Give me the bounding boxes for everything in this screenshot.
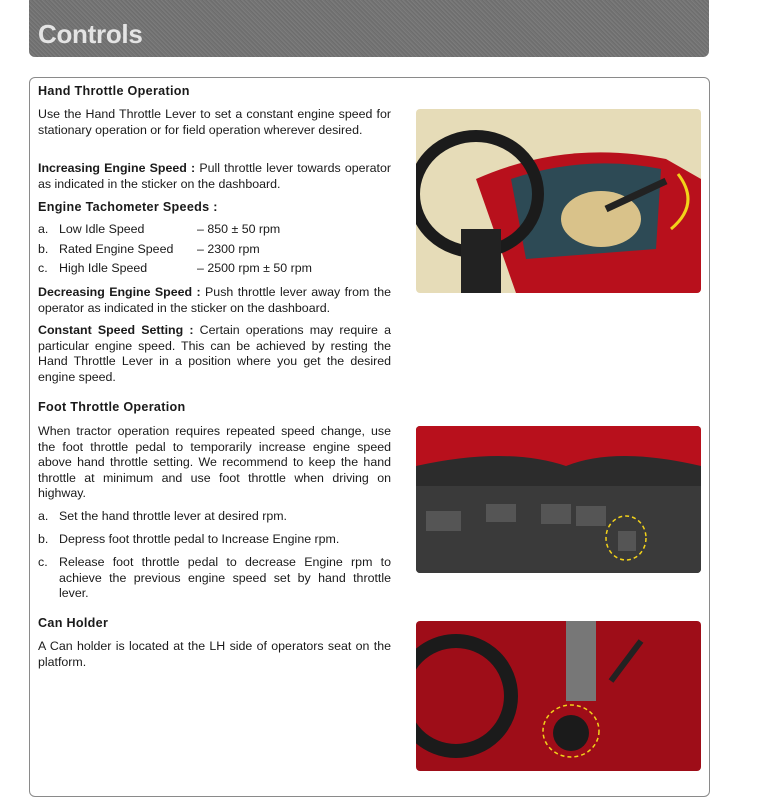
speed-name: Low Idle Speed [59, 222, 145, 236]
marker: a. [38, 509, 49, 523]
speed-name: High Idle Speed [59, 261, 148, 276]
hand-throttle-heading: Hand Throttle Operation [38, 84, 190, 98]
can-holder-text: A Can holder is located at the LH side of operators seat on the platform. [38, 639, 391, 669]
step-item [38, 509, 391, 525]
speed-item [38, 261, 391, 277]
marker: b. [38, 241, 49, 256]
speed-item [38, 222, 391, 242]
can-holder-photo [416, 621, 701, 771]
marker: c. [38, 555, 48, 569]
hand-throttle-intro: Use the Hand Throttle Lever to set a constant engine speed for stationary operation or for field operation wherever desired. [38, 107, 391, 137]
hand-throttle-photo [416, 109, 701, 293]
step-item [38, 532, 391, 548]
tacho-heading: Engine Tachometer Speeds : [38, 200, 218, 214]
decreasing-text: Push throttle lever away from the operator as indicated in the sticker on the dashboard. [38, 285, 391, 315]
constant-label: Constant Speed Setting : [38, 323, 194, 337]
constant-speed-paragraph [38, 323, 391, 385]
step-text: Set the hand throttle lever at desired rpm. [59, 509, 287, 523]
speed-name: Rated Engine Speed [59, 241, 174, 256]
marker: b. [38, 532, 49, 546]
increasing-speed-paragraph [38, 161, 391, 192]
foot-throttle-photo [416, 426, 701, 573]
step-text: Depress foot throttle pedal to Increase Engine rpm. [59, 532, 340, 546]
constant-text: Certain operations may require a particular engine speed. This can be achieved by resting the Hand Throttle Lever in a position where you get the desired engine speed. [38, 323, 391, 384]
speed-value: – 850 ± 50 rpm [197, 222, 281, 236]
can-holder-heading: Can Holder [38, 616, 109, 630]
marker: a. [38, 222, 49, 236]
increasing-label: Increasing Engine Speed : [38, 161, 196, 175]
speed-value: – 2500 rpm ± 50 rpm [197, 261, 312, 276]
decreasing-speed-paragraph [38, 285, 391, 316]
step-text: Release foot throttle pedal to decrease Engine rpm to achieve the previous engine speed set by hand throttle lever. [59, 555, 391, 601]
section-header [29, 0, 709, 57]
page-title: Controls [38, 19, 143, 49]
marker: c. [38, 261, 48, 276]
foot-throttle-heading: Foot Throttle Operation [38, 400, 186, 414]
decreasing-label: Decreasing Engine Speed : [38, 285, 201, 299]
foot-throttle-intro: When tractor operation requires repeated speed change, use the foot throttle pedal to temporarily increase engine speed above hand throttle setting. We recommend to keep the hand throttle at minimum and use foot throttle when driving on highway. [38, 424, 391, 501]
step-item [38, 555, 391, 602]
speed-value: – 2300 rpm [197, 241, 260, 256]
speed-item [38, 242, 391, 262]
increasing-text: Pull throttle lever towards operator as indicated in the sticker on the dashboard. [38, 161, 391, 191]
speed-list [38, 222, 391, 277]
